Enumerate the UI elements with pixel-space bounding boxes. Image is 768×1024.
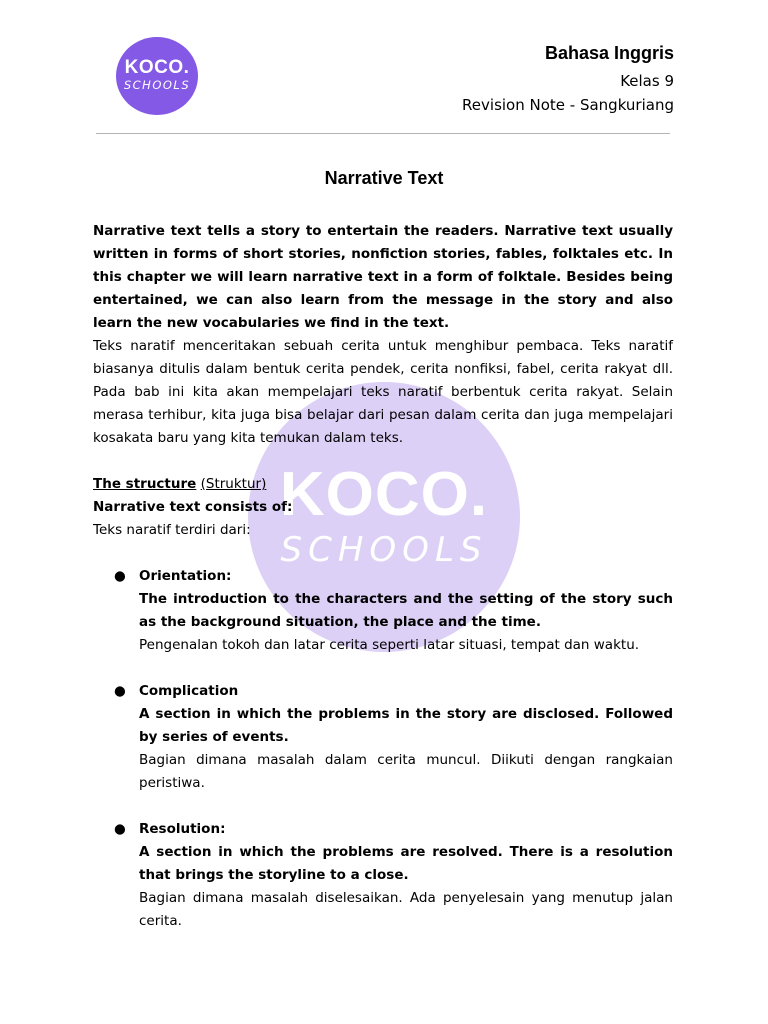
spacer — [93, 450, 673, 473]
list-item-resolution — [93, 818, 673, 933]
item-english: A section in which the problems are resolved. There is a resolution that brings the storyline to a close. — [139, 844, 673, 883]
watermark-line1: KOCO. — [279, 460, 489, 529]
list-item-orientation — [93, 565, 673, 657]
header-divider — [96, 133, 670, 134]
intro-english: Narrative text tells a story to entertain the readers. Narrative text usually written in forms of short stories, nonfiction stories, fables, folktales etc. In this chapter we will learn narrative text in a form of folktale. Besides being entertained, we can also learn from the message in the story and also learn the new vocabularies we find in the text. — [93, 223, 673, 331]
item-indonesian: Bagian dimana masalah dalam cerita muncul. Diikuti dengan rangkaian peristiwa. — [139, 752, 673, 791]
item-indonesian: Bagian dimana masalah diselesaikan. Ada penyelesain yang menutup jalan cerita. — [139, 890, 673, 929]
bullet-icon: ● — [114, 821, 126, 837]
bullet-icon: ● — [114, 683, 126, 699]
item-title: Resolution: — [139, 821, 226, 837]
structure-heading-translation: (Struktur) — [200, 476, 267, 492]
structure-list — [93, 565, 673, 933]
revision-note-label: Revision Note - Sangkuriang — [462, 96, 674, 114]
page-title: Narrative Text — [324, 168, 444, 188]
grade-label: Kelas 9 — [620, 72, 674, 90]
item-title: Orientation: — [139, 568, 232, 584]
bullet-icon: ● — [114, 568, 126, 584]
document-body — [93, 220, 673, 956]
consists-of-english: Narrative text consists of: — [93, 499, 293, 515]
intro-indonesian: Teks naratif menceritakan sebuah cerita untuk menghibur pembaca. Teks naratif biasanya ditulis dalam bentuk cerita pendek, cerita nonfiksi, fabel, cerita rakyat dll. Pada bab ini kita akan mempelajari teks naratif berbentuk cerita rakyat. Selain merasa terhibur, kita juga bisa belajar dari pesan dalam cerita dan juga mempelajari kosakata baru yang kita temukan dalam teks. — [93, 338, 673, 446]
structure-heading: The structure — [93, 476, 197, 492]
list-item-complication — [93, 680, 673, 795]
consists-of-indonesian: Teks naratif terdiri dari: — [93, 522, 251, 538]
item-english: A section in which the problems in the story are disclosed. Followed by series of events. — [139, 706, 673, 745]
logo-line1: KOCO. — [124, 57, 190, 78]
spacer — [93, 542, 673, 565]
subject-title: Bahasa Inggris — [544, 43, 674, 63]
structure-heading-line — [93, 473, 673, 496]
item-title: Complication — [139, 683, 239, 699]
koco-schools-logo — [116, 37, 198, 115]
logo-line2: SCHOOLS — [123, 78, 191, 92]
item-indonesian: Pengenalan tokoh dan latar cerita seperti latar situasi, tempat dan waktu. — [139, 637, 640, 653]
item-english: The introduction to the characters and the setting of the story such as the background situation, the place and the time. — [139, 591, 673, 630]
watermark-line2: SCHOOLS — [280, 530, 488, 570]
